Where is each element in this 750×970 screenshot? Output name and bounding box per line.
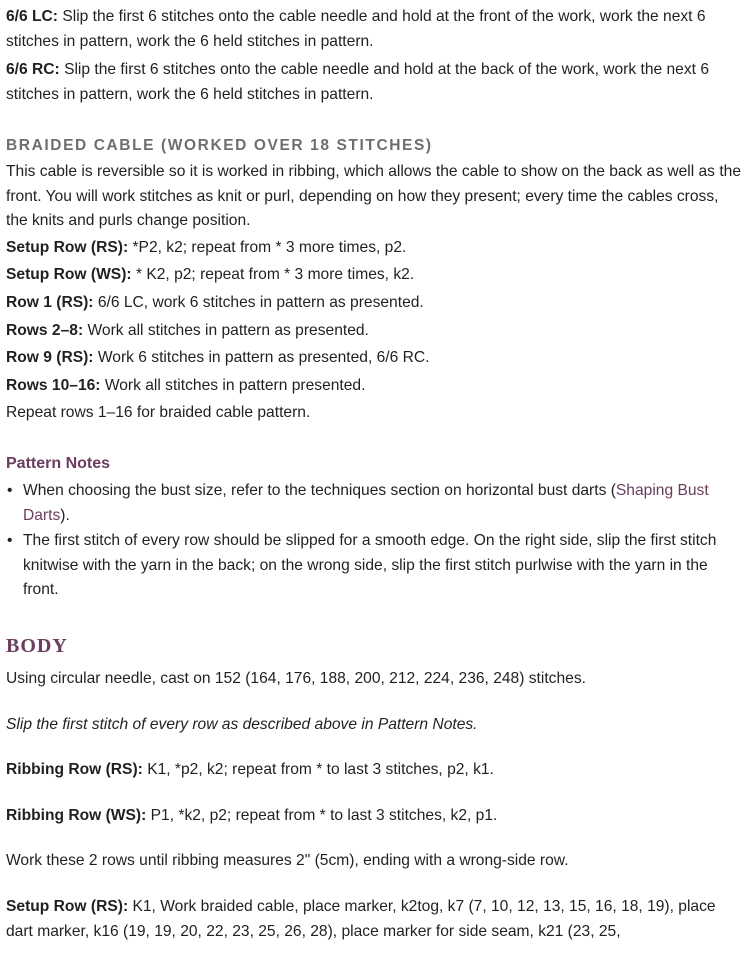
pattern-note-text: The first stitch of every row should be slipped for a smooth edge. On the right side, slip the first stitch knitwise with the yarn in the back; on the wrong side, slip the first stitch purlwise with the yarn in the front.: [23, 532, 717, 599]
cable-row-text: *P2, k2; repeat from * 3 more times, p2.: [128, 238, 407, 256]
bullet-icon: •: [7, 532, 13, 550]
cable-row-text: Work all stitches in pattern as presented.: [83, 321, 369, 339]
body-section: [6, 633, 744, 944]
cable-row-label: Setup Row (WS):: [6, 266, 132, 284]
shaping-bust-darts-link[interactable]: Shaping Bust Darts: [23, 482, 709, 524]
slip-stitch-note: Slip the first stitch of every row as described above in Pattern Notes.: [6, 715, 478, 733]
ribbing-length-instruction: Work these 2 rows until ribbing measures 2" (5cm), ending with a wrong-side row.: [6, 852, 569, 870]
cable-row: [6, 263, 744, 288]
cable-row: [6, 319, 744, 344]
braided-cable-heading: BRAIDED CABLE (WORKED OVER 18 STITCHES): [6, 137, 433, 154]
ribbing-row-text: K1, *p2, k2; repeat from * to last 3 stitches, p2, k1.: [142, 761, 494, 779]
ribbing-row-label: Ribbing Row (WS):: [6, 806, 147, 824]
cable-definitions: [6, 5, 744, 107]
cable-row-label: Rows 10–16:: [6, 376, 101, 394]
cable-row-label: Row 1 (RS):: [6, 293, 94, 311]
bullet-icon: •: [7, 482, 13, 499]
cable-row-text: * K2, p2; repeat from * 3 more times, k2.: [131, 266, 415, 284]
ribbing-row-ws: [6, 804, 744, 829]
setup-row-rs: [6, 895, 744, 944]
cable-row: [6, 291, 744, 316]
definition-6-6-rc: [6, 58, 744, 107]
cable-row: [6, 374, 744, 399]
pattern-notes-section: [6, 452, 744, 603]
ribbing-row-rs: [6, 758, 744, 783]
cable-row-label: Rows 2–8:: [6, 321, 84, 339]
pattern-note-text: When choosing the bust size, refer to the techniques section on horizontal bust darts (: [23, 482, 616, 499]
cast-on-instruction: Using circular needle, cast on 152 (164, 176, 188, 200, 212, 224, 236, 248) stitches.: [6, 670, 586, 687]
definition-text: Slip the first 6 stitches onto the cable needle and hold at the back of the work, work the next 6 stitches in pattern, work the 6 held stitches in pattern.: [6, 61, 709, 103]
definition-term: 6/6 LC:: [6, 8, 58, 25]
body-heading: BODY: [6, 635, 68, 657]
cable-row-text: 6/6 LC, work 6 stitches in pattern as presented.: [93, 293, 424, 311]
cable-row: [6, 346, 744, 371]
ribbing-row-label: Ribbing Row (RS):: [6, 761, 143, 779]
ribbing-row-text: P1, *k2, p2; repeat from * to last 3 stitches, k2, p1.: [146, 806, 498, 824]
pattern-note-item: [6, 479, 744, 528]
braided-cable-rows: [6, 236, 744, 426]
definition-term: 6/6 RC:: [6, 61, 60, 79]
cable-row-label: Row 9 (RS):: [6, 349, 94, 367]
pattern-note-text: ).: [60, 506, 70, 524]
braided-cable-intro: This cable is reversible so it is worked in ribbing, which allows the cable to show on the back as well as the front. You will work stitches as knit or purl, depending on how they present; every time the cables cross, the knits and purls change position.: [6, 163, 741, 230]
setup-row-text: K1, Work braided cable, place marker, k2tog, k7 (7, 10, 12, 13, 15, 16, 18, 19), place dart marker, k16 (19, 19, 20, 22, 23, 25, 26, 28), place marker for side seam, k21 (23, 25,: [6, 897, 716, 940]
pattern-note-item: [6, 529, 744, 603]
braided-cable-section: [6, 134, 744, 426]
pattern-notes-heading: Pattern Notes: [6, 455, 111, 472]
cable-row: [6, 236, 744, 261]
cable-row-text: Work 6 stitches in pattern as presented, 6/6 RC.: [93, 349, 430, 367]
cable-row-text: Work all stitches in pattern presented.: [100, 376, 366, 394]
definition-6-6-lc: [6, 5, 744, 54]
setup-row-label: Setup Row (RS):: [6, 897, 129, 915]
cable-row-label: Setup Row (RS):: [6, 238, 129, 256]
definition-text: Slip the first 6 stitches onto the cable needle and hold at the front of the work, work the next 6 stitches in pattern, work the 6 held stitches in pattern.: [6, 8, 706, 50]
cable-repeat-note: Repeat rows 1–16 for braided cable pattern.: [6, 404, 311, 422]
